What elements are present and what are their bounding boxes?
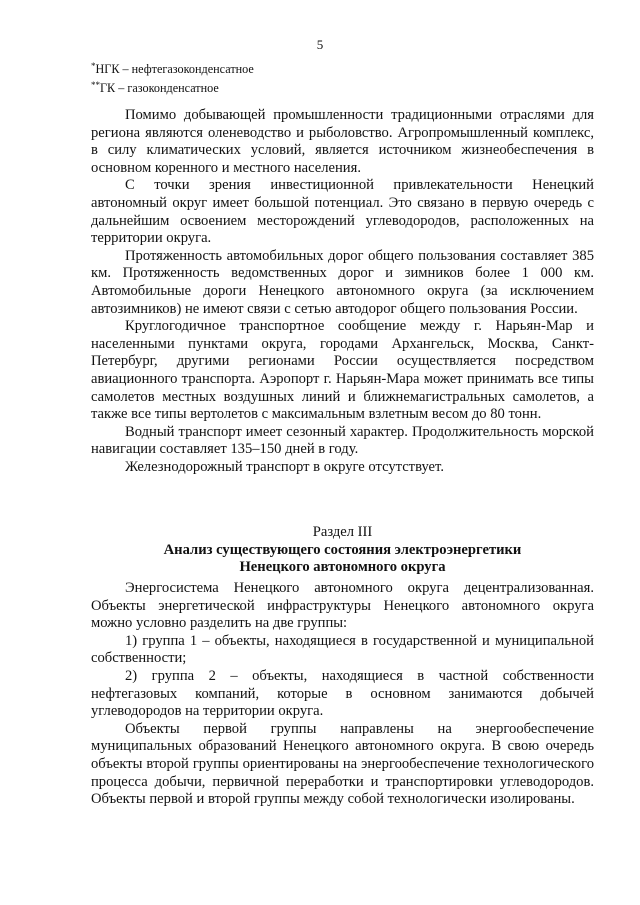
paragraph: Железнодорожный транспорт в округе отсутствует. <box>125 458 444 475</box>
footnote-mark: * <box>91 61 96 71</box>
footnote-text: НГК – нефтегазоконденсатное <box>95 62 254 76</box>
page-number: 5 <box>316 37 324 52</box>
footnotes <box>91 58 254 96</box>
paragraph: Помимо добывающей промышленности традиционными отраслями для региона являются оленеводство и рыболовство. Агропромышленный комплекс, в силу климатических условий, является источником жизнеобеспечения в основном коренного и местного населения. <box>91 107 594 176</box>
paragraph: Водный транспорт имеет сезонный характер. Продолжительность морской навигации составляет 135–150 дней в году. <box>91 423 594 458</box>
paragraph: Объекты первой группы направлены на энергообеспечение муниципальных образований Ненецкого автономного округа. В свою очередь объекты второй группы ориентированы на энергообеспечение технологического процесса добычи, первичной переработки и транспортировки углеводородов. Объекты первой и второй группы между собой технологически изолированы. <box>91 720 594 808</box>
paragraph: Протяженность автомобильных дорог общего пользования составляет 385 км. Протяженность ведомственных дорог и зимников более 1 000 км. Автомобильные дороги Ненецкого автономного округа (за исключением автозимников) не имеют связи с сетью автодорог общего пользования России. <box>91 247 594 317</box>
footnote <box>91 77 254 96</box>
footnote-text: ГК – газоконденсатное <box>100 81 219 95</box>
paragraph: Энергосистема Ненецкого автономного округа децентрализованная. Объекты энергетической инфраструктуры Ненецкого автономного округа можно условно разделить на две группы: <box>91 580 594 632</box>
paragraph: 1) группа 1 – объекты, находящиеся в государственной и муниципальной собственности; <box>91 632 594 667</box>
footnote-mark: ** <box>91 80 100 90</box>
paragraph: 2) группа 2 – объекты, находящиеся в частной собственности нефтегазовых компаний, которые в основном занимаются добычей углеводородов на территории округа. <box>91 667 594 720</box>
footnote <box>91 58 254 77</box>
text-block-top <box>91 107 594 476</box>
section-heading <box>91 524 594 577</box>
text-block-bottom <box>91 580 594 809</box>
paragraph: С точки зрения инвестиционной привлекательности Ненецкий автономный округ имеет большой потенциал. Это связано в первую очередь с дальнейшим освоением месторождений углеводородов, расположенных на территории округа. <box>91 177 594 247</box>
paragraph: Круглогодичное транспортное сообщение между г. Нарьян-Мар и населенными пунктами округа, городами Архангельск, Москва, Санкт-Петербург, другими регионами России осуществляется посредством авиационного транспорта. Аэропорт г. Нарьян-Мара может принимать все типы самолетов местных воздушных линий и ближнемагистральных самолетов, а также все типы вертолетов с максимальным взлетным весом до 80 тонн. <box>91 318 594 423</box>
section-title-line: Ненецкого автономного округа <box>239 559 446 575</box>
section-label: Раздел III <box>312 524 373 540</box>
section-title-line: Анализ существующего состояния электроэнергетики <box>163 541 522 558</box>
